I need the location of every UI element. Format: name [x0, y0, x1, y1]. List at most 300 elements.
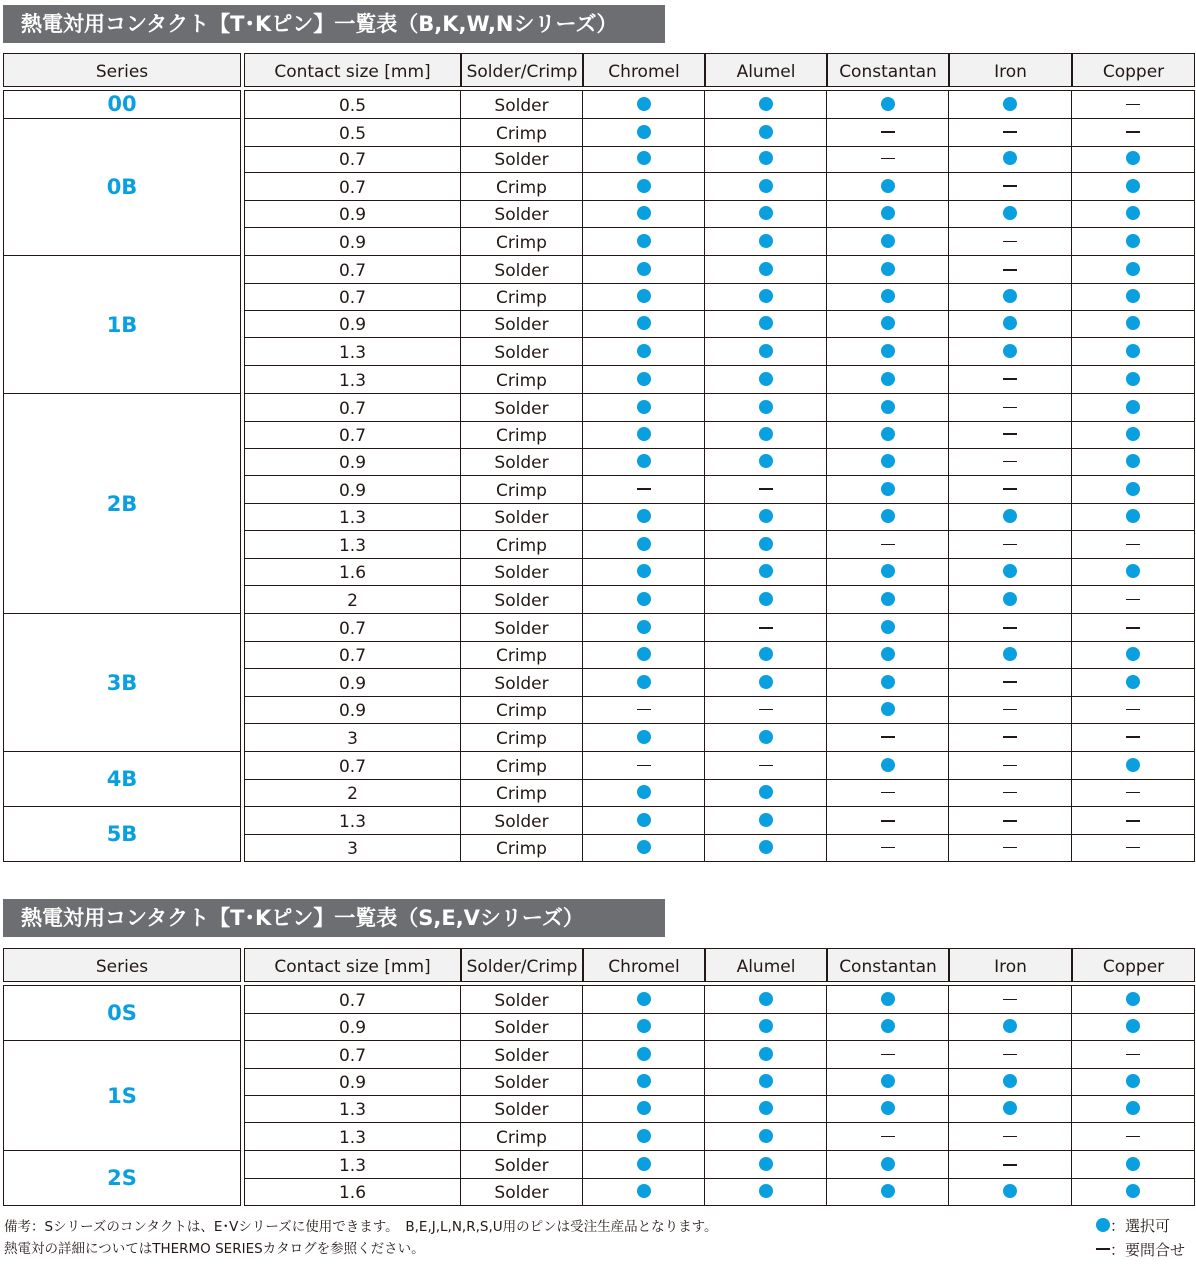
material-cell-copper — [1072, 1068, 1195, 1096]
material-cell-iron — [949, 586, 1072, 614]
material-cell-copper — [1072, 1041, 1195, 1069]
solder-crimp-cell: Solder — [461, 503, 583, 531]
dot-icon — [637, 344, 651, 358]
material-cell-chromel — [583, 586, 705, 614]
dot-icon — [881, 427, 895, 441]
solder-crimp-cell: Crimp — [461, 834, 583, 862]
contact-size-cell: 1.3 — [244, 1151, 461, 1179]
material-cell-alumel — [705, 1068, 827, 1096]
dot-icon — [1003, 592, 1017, 606]
dot-icon — [637, 647, 651, 661]
material-cell-copper — [1072, 145, 1195, 173]
dot-icon — [881, 97, 895, 111]
material-cell-copper — [1072, 91, 1195, 119]
table-row — [244, 118, 1195, 147]
table-row — [244, 338, 1195, 366]
solder-crimp-cell: Crimp — [461, 641, 583, 669]
material-cell-iron — [949, 779, 1072, 807]
material-cell-alumel — [705, 283, 827, 311]
header-constantan: Constantan — [827, 948, 949, 982]
dot-icon — [637, 454, 651, 468]
dot-icon — [881, 509, 895, 523]
dot-icon — [1126, 1074, 1140, 1088]
series-cell: 3B — [3, 613, 241, 752]
dot-icon — [637, 1101, 651, 1115]
dot-icon — [759, 344, 773, 358]
material-cell-copper — [1072, 366, 1195, 394]
contact-size-cell: 0.7 — [244, 1041, 461, 1069]
material-cell-chromel — [583, 558, 705, 586]
dot-icon — [1003, 97, 1017, 111]
dot-icon — [1126, 1184, 1140, 1198]
dash-icon — [881, 792, 895, 794]
solder-crimp-cell: Solder — [461, 1151, 583, 1179]
material-cell-copper — [1072, 476, 1195, 504]
material-cell-iron — [949, 986, 1072, 1014]
dash-icon — [1003, 765, 1017, 767]
material-cell-copper — [1072, 1151, 1195, 1179]
material-cell-iron — [949, 641, 1072, 669]
series-cell: 4B — [3, 751, 241, 807]
contact-size-cell: 0.7 — [244, 986, 461, 1014]
header-contact-size: Contact size [mm] — [244, 53, 461, 87]
dot-icon — [759, 206, 773, 220]
dot-icon — [881, 400, 895, 414]
dot-icon — [637, 427, 651, 441]
table-2-title: 熱電対用コンタクト【T･Kピン】一覧表（S,E,Vシリーズ） — [3, 899, 665, 937]
solder-crimp-cell: Crimp — [461, 228, 583, 256]
header-chromel: Chromel — [583, 53, 705, 87]
material-cell-constantan — [827, 1068, 949, 1096]
solder-crimp-cell: Solder — [461, 1095, 583, 1123]
dot-icon — [759, 840, 773, 854]
solder-crimp-cell: Solder — [461, 1013, 583, 1041]
header-alumel: Alumel — [705, 53, 827, 87]
contact-size-cell: 1.3 — [244, 1123, 461, 1151]
material-cell-chromel — [583, 228, 705, 256]
material-cell-alumel — [705, 1123, 827, 1151]
dot-icon — [637, 992, 651, 1006]
dash-icon — [1126, 599, 1140, 601]
material-cell-alumel — [705, 503, 827, 531]
dash-icon — [881, 544, 895, 546]
dot-icon — [881, 372, 895, 386]
material-cell-alumel — [705, 1041, 827, 1069]
material-cell-constantan — [827, 779, 949, 807]
material-cell-iron — [949, 476, 1072, 504]
material-cell-constantan — [827, 256, 949, 284]
material-cell-iron — [949, 394, 1072, 422]
material-cell-chromel — [583, 641, 705, 669]
solder-crimp-cell: Solder — [461, 1068, 583, 1096]
material-cell-constantan — [827, 834, 949, 862]
solder-crimp-cell: Crimp — [461, 283, 583, 311]
material-cell-iron — [949, 256, 1072, 284]
dash-icon — [637, 488, 651, 490]
material-cell-copper — [1072, 421, 1195, 449]
contact-size-cell: 1.3 — [244, 807, 461, 835]
dot-icon — [759, 454, 773, 468]
dot-icon — [1126, 372, 1140, 386]
solder-crimp-cell: Solder — [461, 91, 583, 119]
contact-size-cell: 0.5 — [244, 91, 461, 119]
contact-size-cell: 0.7 — [244, 283, 461, 311]
contact-size-cell: 0.7 — [244, 641, 461, 669]
material-cell-chromel — [583, 669, 705, 697]
dot-icon — [1126, 1101, 1140, 1115]
solder-crimp-cell: Solder — [461, 1178, 583, 1206]
material-cell-chromel — [583, 338, 705, 366]
material-cell-constantan — [827, 228, 949, 256]
dot-icon — [881, 289, 895, 303]
material-cell-constantan — [827, 338, 949, 366]
dot-icon — [1126, 509, 1140, 523]
dot-icon — [759, 992, 773, 1006]
header-constantan: Constantan — [827, 53, 949, 87]
series-cell: 1S — [3, 1040, 241, 1151]
header-solder-crimp: Solder/Crimp — [461, 948, 583, 982]
material-cell-alumel — [705, 1095, 827, 1123]
dot-icon — [881, 179, 895, 193]
dot-icon — [759, 675, 773, 689]
contact-size-cell: 0.9 — [244, 448, 461, 476]
material-cell-iron — [949, 614, 1072, 642]
dot-icon — [881, 454, 895, 468]
material-cell-chromel — [583, 986, 705, 1014]
dot-icon — [881, 316, 895, 330]
table-row — [244, 558, 1195, 586]
dot-icon — [759, 1074, 773, 1088]
material-cell-constantan — [827, 641, 949, 669]
material-cell-copper — [1072, 779, 1195, 807]
dot-icon — [1126, 482, 1140, 496]
material-cell-iron — [949, 1041, 1072, 1069]
legend-available-label: ：選択可 — [1110, 1217, 1171, 1235]
material-cell-alumel — [705, 476, 827, 504]
material-cell-alumel — [705, 394, 827, 422]
material-cell-alumel — [705, 200, 827, 228]
material-cell-alumel — [705, 421, 827, 449]
contact-size-cell: 0.9 — [244, 476, 461, 504]
material-cell-iron — [949, 173, 1072, 201]
contact-size-cell: 0.7 — [244, 173, 461, 201]
material-cell-copper — [1072, 641, 1195, 669]
dot-icon — [759, 785, 773, 799]
material-cell-chromel — [583, 531, 705, 559]
dash-icon — [1126, 104, 1140, 106]
material-cell-iron — [949, 834, 1072, 862]
dot-icon — [881, 702, 895, 716]
dash-icon — [1003, 681, 1017, 683]
table-row — [244, 1123, 1195, 1151]
dot-icon — [1126, 151, 1140, 165]
contact-size-cell: 1.3 — [244, 366, 461, 394]
dash-icon — [637, 709, 651, 711]
dot-icon — [1003, 564, 1017, 578]
solder-crimp-cell: Crimp — [461, 119, 583, 147]
table-row — [244, 476, 1195, 504]
material-cell-chromel — [583, 807, 705, 835]
table-row — [244, 366, 1195, 394]
dash-icon — [1126, 1136, 1140, 1138]
note-line: 備考：Sシリーズのコンタクトは、E･Vシリーズに使用できます。 B,E,J,L,N,R,S,U用のピンは受注生産品となります。 — [4, 1219, 718, 1235]
table-row — [244, 255, 1195, 284]
dot-icon — [881, 1074, 895, 1088]
material-cell-alumel — [705, 366, 827, 394]
series-cell: 1B — [3, 255, 241, 394]
dot-icon — [1003, 151, 1017, 165]
material-cell-iron — [949, 421, 1072, 449]
material-cell-iron — [949, 1178, 1072, 1206]
dash-icon — [1003, 847, 1017, 849]
dot-icon — [637, 289, 651, 303]
contact-size-cell: 0.9 — [244, 1013, 461, 1041]
dot-icon — [759, 234, 773, 248]
material-cell-constantan — [827, 448, 949, 476]
legend-inquire — [1096, 1238, 1185, 1262]
dot-icon — [881, 675, 895, 689]
dot-icon — [637, 564, 651, 578]
dot-icon — [881, 1157, 895, 1171]
contact-size-cell: 0.7 — [244, 752, 461, 780]
header-solder-crimp: Solder/Crimp — [461, 53, 583, 87]
table-row — [244, 985, 1195, 1014]
material-cell-copper — [1072, 283, 1195, 311]
legend-available — [1096, 1214, 1185, 1238]
dot-icon — [1126, 179, 1140, 193]
contact-size-cell: 0.9 — [244, 310, 461, 338]
header-series: Series — [3, 53, 241, 87]
dot-icon — [637, 840, 651, 854]
material-cell-copper — [1072, 696, 1195, 724]
material-cell-constantan — [827, 200, 949, 228]
dash-icon — [1003, 792, 1017, 794]
material-cell-alumel — [705, 724, 827, 752]
material-cell-alumel — [705, 1151, 827, 1179]
material-cell-chromel — [583, 394, 705, 422]
dash-icon — [759, 765, 773, 767]
series-cell: 0B — [3, 118, 241, 257]
solder-crimp-cell: Crimp — [461, 476, 583, 504]
series-cell: 00 — [3, 90, 241, 119]
dash-icon — [1126, 709, 1140, 711]
solder-crimp-cell: Crimp — [461, 173, 583, 201]
contact-size-cell: 0.5 — [244, 119, 461, 147]
dot-icon — [637, 234, 651, 248]
dash-icon — [1096, 1248, 1110, 1250]
dot-icon — [1003, 206, 1017, 220]
table-row — [244, 613, 1195, 642]
table-row — [244, 421, 1195, 449]
dot-icon — [759, 1129, 773, 1143]
dash-icon — [881, 158, 895, 160]
contact-size-cell: 0.7 — [244, 256, 461, 284]
material-cell-iron — [949, 669, 1072, 697]
solder-crimp-cell: Crimp — [461, 779, 583, 807]
dot-icon — [1126, 564, 1140, 578]
table-row — [244, 641, 1195, 669]
contact-size-cell: 2 — [244, 779, 461, 807]
dot-icon — [881, 482, 895, 496]
dot-icon — [759, 1101, 773, 1115]
dot-icon — [759, 1157, 773, 1171]
material-cell-chromel — [583, 119, 705, 147]
dot-icon — [759, 1184, 773, 1198]
material-cell-chromel — [583, 173, 705, 201]
material-cell-copper — [1072, 669, 1195, 697]
series-cell: 2B — [3, 393, 241, 614]
material-cell-constantan — [827, 283, 949, 311]
dot-icon — [637, 509, 651, 523]
material-cell-iron — [949, 696, 1072, 724]
material-cell-iron — [949, 145, 1072, 173]
dash-icon — [1126, 847, 1140, 849]
dot-icon — [1096, 1218, 1110, 1232]
dash-icon — [1003, 241, 1017, 243]
dot-icon — [1003, 316, 1017, 330]
dot-icon — [637, 151, 651, 165]
material-cell-alumel — [705, 834, 827, 862]
table-row — [244, 834, 1195, 862]
header-contact-size: Contact size [mm] — [244, 948, 461, 982]
material-cell-copper — [1072, 200, 1195, 228]
dot-icon — [637, 730, 651, 744]
dot-icon — [759, 647, 773, 661]
material-cell-alumel — [705, 91, 827, 119]
dot-icon — [759, 1019, 773, 1033]
material-cell-chromel — [583, 448, 705, 476]
material-cell-constantan — [827, 119, 949, 147]
dot-icon — [637, 675, 651, 689]
material-cell-chromel — [583, 1013, 705, 1041]
material-cell-iron — [949, 503, 1072, 531]
table-row — [244, 724, 1195, 752]
dash-icon — [759, 627, 773, 629]
dash-icon — [1003, 1054, 1017, 1056]
table-row — [244, 1040, 1195, 1069]
material-cell-constantan — [827, 752, 949, 780]
solder-crimp-cell: Solder — [461, 807, 583, 835]
solder-crimp-cell: Solder — [461, 558, 583, 586]
contact-size-cell: 1.3 — [244, 531, 461, 559]
dot-icon — [1003, 344, 1017, 358]
material-cell-chromel — [583, 779, 705, 807]
dot-icon — [1126, 454, 1140, 468]
dash-icon — [1003, 407, 1017, 409]
material-cell-constantan — [827, 986, 949, 1014]
contact-size-cell: 0.7 — [244, 421, 461, 449]
dash-icon — [1003, 461, 1017, 463]
material-cell-constantan — [827, 614, 949, 642]
dot-icon — [1003, 289, 1017, 303]
material-cell-alumel — [705, 614, 827, 642]
dot-icon — [759, 400, 773, 414]
dash-icon — [1003, 269, 1017, 271]
header-iron: Iron — [949, 53, 1072, 87]
material-cell-iron — [949, 1013, 1072, 1041]
table-row — [244, 1013, 1195, 1041]
solder-crimp-cell: Solder — [461, 256, 583, 284]
material-cell-iron — [949, 531, 1072, 559]
material-cell-copper — [1072, 228, 1195, 256]
material-cell-iron — [949, 338, 1072, 366]
dash-icon — [881, 1054, 895, 1056]
material-cell-chromel — [583, 476, 705, 504]
solder-crimp-cell: Crimp — [461, 752, 583, 780]
solder-crimp-cell: Crimp — [461, 1123, 583, 1151]
dot-icon — [759, 537, 773, 551]
table-row — [244, 1095, 1195, 1123]
material-cell-constantan — [827, 1013, 949, 1041]
solder-crimp-cell: Crimp — [461, 531, 583, 559]
solder-crimp-cell: Solder — [461, 145, 583, 173]
material-cell-copper — [1072, 1095, 1195, 1123]
material-cell-chromel — [583, 1068, 705, 1096]
table-row — [244, 1150, 1195, 1179]
dot-icon — [881, 1019, 895, 1033]
notes — [4, 1216, 718, 1260]
dash-icon — [1126, 736, 1140, 738]
material-cell-iron — [949, 1095, 1072, 1123]
dot-icon — [637, 620, 651, 634]
dot-icon — [1126, 206, 1140, 220]
table-row — [244, 228, 1195, 256]
dot-icon — [637, 592, 651, 606]
dot-icon — [881, 1184, 895, 1198]
dot-icon — [1126, 427, 1140, 441]
material-cell-alumel — [705, 1013, 827, 1041]
series-cell: 0S — [3, 985, 241, 1041]
material-cell-copper — [1072, 1013, 1195, 1041]
dash-icon — [1003, 709, 1017, 711]
material-cell-alumel — [705, 586, 827, 614]
material-cell-constantan — [827, 145, 949, 173]
table-row — [244, 173, 1195, 201]
material-cell-constantan — [827, 1178, 949, 1206]
material-cell-chromel — [583, 724, 705, 752]
dash-icon — [1003, 378, 1017, 380]
table-row — [244, 310, 1195, 338]
dot-icon — [1003, 647, 1017, 661]
material-cell-constantan — [827, 1123, 949, 1151]
dot-icon — [637, 1129, 651, 1143]
dot-icon — [759, 730, 773, 744]
material-cell-constantan — [827, 91, 949, 119]
header-series: Series — [3, 948, 241, 982]
material-cell-chromel — [583, 1095, 705, 1123]
material-cell-alumel — [705, 807, 827, 835]
dot-icon — [1126, 992, 1140, 1006]
contact-size-cell: 3 — [244, 834, 461, 862]
table-row — [244, 669, 1195, 697]
material-cell-alumel — [705, 641, 827, 669]
material-cell-constantan — [827, 1041, 949, 1069]
dot-icon — [1126, 234, 1140, 248]
material-cell-iron — [949, 1151, 1072, 1179]
contact-size-cell: 0.7 — [244, 614, 461, 642]
table-row — [244, 586, 1195, 614]
material-cell-chromel — [583, 1041, 705, 1069]
material-cell-chromel — [583, 614, 705, 642]
dot-icon — [759, 289, 773, 303]
solder-crimp-cell: Crimp — [461, 421, 583, 449]
dot-icon — [1126, 1019, 1140, 1033]
material-cell-constantan — [827, 366, 949, 394]
dot-icon — [759, 813, 773, 827]
material-cell-alumel — [705, 531, 827, 559]
table-row — [244, 448, 1195, 476]
header-copper: Copper — [1072, 53, 1195, 87]
